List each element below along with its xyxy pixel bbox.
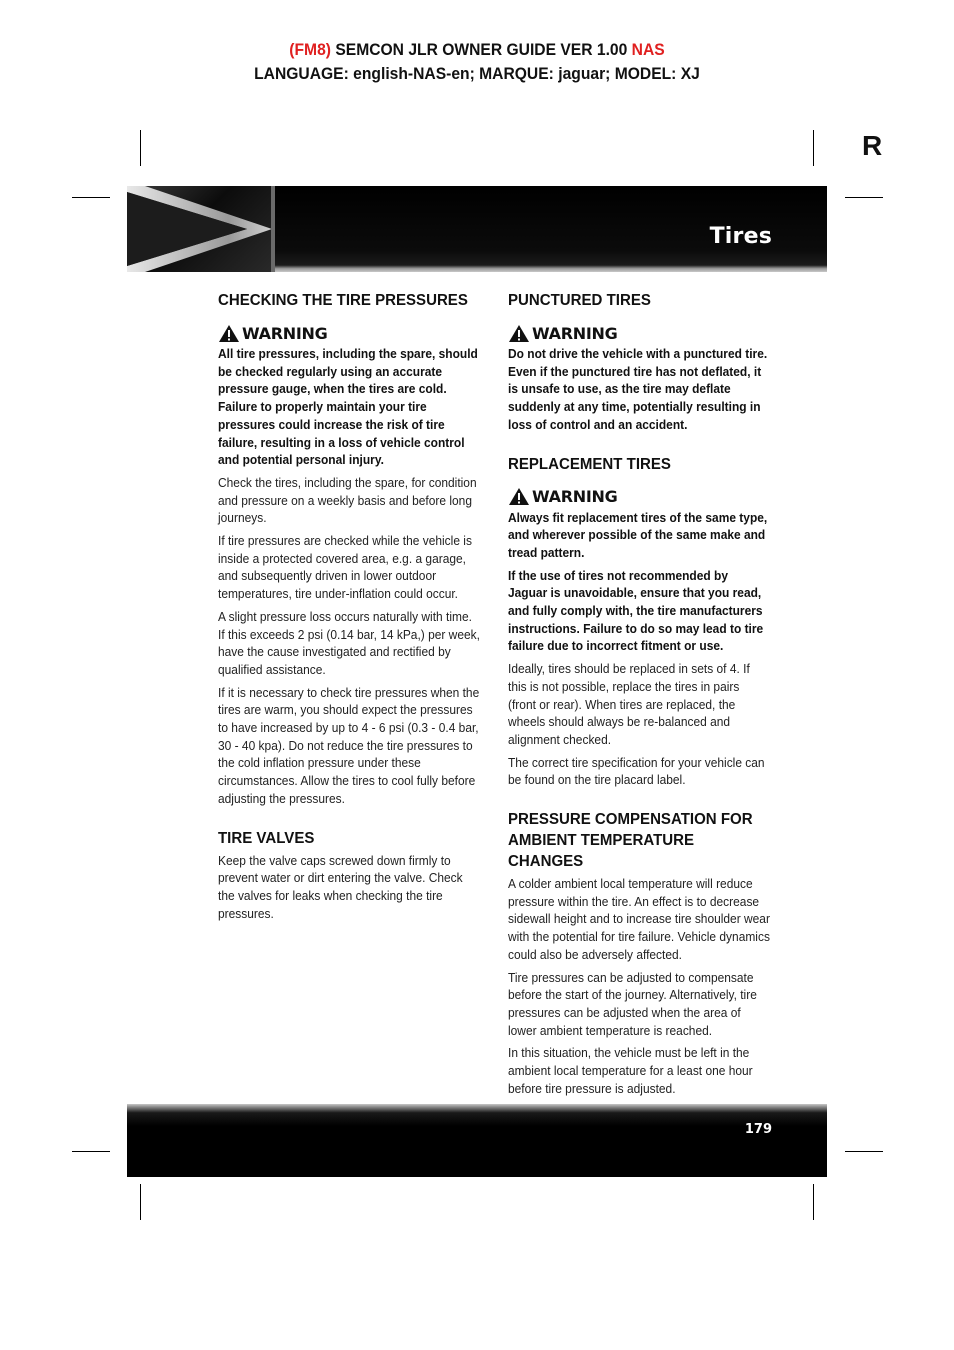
- chapter-title: Tires: [709, 224, 772, 249]
- warning-body: All tire pressures, including the spare, should be checked regularly using an accurate pressure gauge, when the tires are cold. Failure to properly maintain your tire pressures could increase the risk of tire failure, resulting in a loss of vehicle control and potential personal injury.: [218, 346, 478, 468]
- warning-triangle-icon: [508, 324, 530, 343]
- crop-mark: [72, 1151, 110, 1152]
- heading-punctured-tires: PUNCTURED TIRES: [508, 292, 651, 309]
- warning-body: If the use of tires not recommended by Jaguar is unavoidable, ensure that you read, and fully comply with, the tire manufacturers instructions. Failure to do so may lead to tire failure due to incorrect fitment or use.: [508, 567, 764, 654]
- heading-tire-valves: TIRE VALVES: [218, 829, 315, 847]
- warning-text-label: WARNING: [242, 323, 328, 343]
- paragraph: A slight pressure loss occurs naturally with time. If this exceeds 2 psi (0.14 bar, 14 kPa,) per week, have the cause investigated and rectified by qualified assistance.: [218, 608, 480, 677]
- header-title: SEMCON JLR OWNER GUIDE VER 1.00: [330, 40, 632, 59]
- section-letter: R: [862, 130, 883, 161]
- paragraph: If it is necessary to check tire pressures when the tires are warm, you should expect the pressures to have increased by up to 4 - 6 psi (0.3 - 0.4 bar, 30 - 40 kpa). Do not reduce the tire pressures to the cold inflation pressure under these circumstances. Allow the tires to cool fully before adjusting the pressures.: [218, 684, 480, 806]
- page-number: 179: [744, 1122, 772, 1137]
- warning-body: Do not drive the vehicle with a punctured tire. Even if the punctured tire has not deflated, it is unsafe to use, as the tire may deflate suddenly at any time, potentially resulting in loss of control and an accident.: [508, 346, 768, 432]
- print-header-line-2: LANGUAGE: english-NAS-en; MARQUE: jaguar; MODEL: XJ: [254, 64, 700, 83]
- heading-checking-tire-pressures: CHECKING THE TIRE PRESSURES: [218, 292, 468, 309]
- heading-pressure-compensation: PRESSURE COMPENSATION FOR AMBIENT TEMPERATURE CHANGES: [508, 811, 753, 871]
- paragraph: If tire pressures are checked while the vehicle is inside a protected covered area, e.g. a garage, and subsequently driven in lower outdoor temperatures, tire under-inflation could occur.: [218, 533, 472, 602]
- paragraph: Ideally, tires should be replaced in sets of 4. If this is not possible, replace the tires in pairs (front or rear). When tires are replaced, the wheels should always be re-balanced and alignment checked.: [508, 661, 750, 747]
- paragraph: Tire pressures can be adjusted to compensate before the start of the journey. Alternatively, tire pressures can be adjusted when the area of lower ambient temperature is reached.: [508, 969, 757, 1038]
- crop-mark: [140, 130, 141, 166]
- chevron-graphic: [127, 186, 275, 272]
- paragraph: The correct tire specification for your vehicle can be found on the tire placard label.: [508, 754, 765, 788]
- crop-mark: [72, 197, 110, 198]
- right-column: [508, 290, 770, 1098]
- crop-mark: [140, 1184, 141, 1220]
- warning-triangle-icon: [508, 487, 530, 506]
- crop-mark: [845, 197, 883, 198]
- left-column: [218, 290, 480, 922]
- warning-text-label: WARNING: [532, 323, 618, 343]
- crop-mark: [813, 1184, 814, 1220]
- paragraph: In this situation, the vehicle must be left in the ambient local temperature for a least one hour before tire pressure is adjusted.: [508, 1045, 753, 1096]
- warning-body: Always fit replacement tires of the same type, and wherever possible of the same make and tread pattern.: [508, 509, 768, 560]
- crop-mark: [813, 130, 814, 166]
- paragraph: Check the tires, including the spare, for condition and pressure on a weekly basis and before long journeys.: [218, 474, 477, 526]
- header-code: (FM8): [289, 40, 331, 59]
- header-region: NAS: [631, 40, 665, 59]
- paragraph: A colder ambient local temperature will reduce pressure within the tire. An effect is to decrease sidewall height and to increase tire shoulder wear with the potential for tire failure. Vehicle dynamics could also be adversely affected.: [508, 876, 770, 962]
- print-header-line-1: [38, 40, 916, 60]
- warning-label: [508, 321, 770, 345]
- warning-text-label: WARNING: [532, 487, 618, 507]
- paragraph: Keep the valve caps screwed down firmly to prevent water or dirt entering the valve. Check the valves for leaks when checking the tire pressures.: [218, 852, 463, 921]
- warning-label: [218, 321, 480, 345]
- crop-mark: [845, 1151, 883, 1152]
- warning-label: [508, 485, 770, 509]
- heading-replacement-tires: REPLACEMENT TIRES: [508, 455, 671, 473]
- chapter-banner: [127, 186, 827, 272]
- page-footer: [127, 1104, 827, 1177]
- warning-triangle-icon: [218, 324, 240, 343]
